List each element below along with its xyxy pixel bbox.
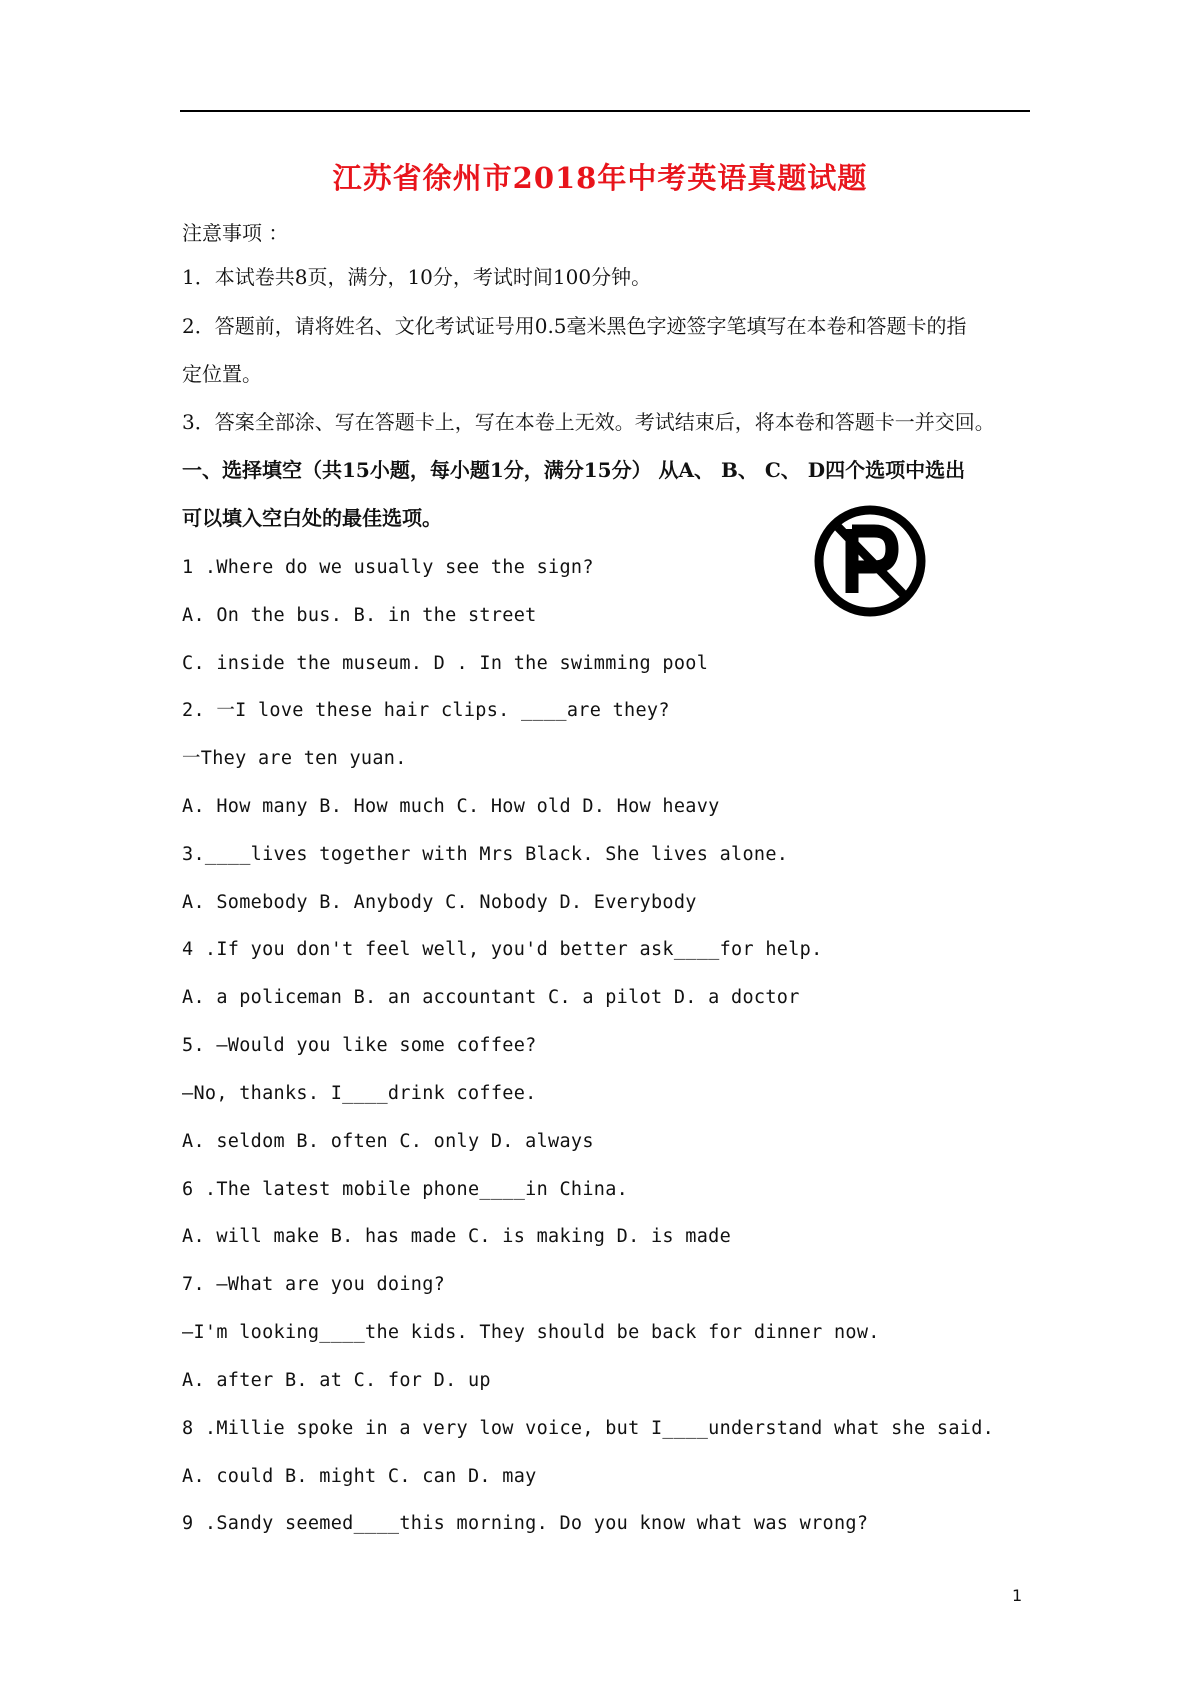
option-line: A. after B. at C. for D. up (182, 1370, 491, 1391)
notice-item: 2．答题前，请将姓名、文化考试证号用0.5毫米黑色字迹签字笔填写在本卷和答题卡的指 (182, 314, 967, 338)
notice-heading: 注意事项 ： (182, 221, 289, 245)
question-line: —I'm looking____the kids. They should be back for dinner now. (182, 1322, 880, 1343)
question-line: 3.____lives together with Mrs Black. She lives alone. (182, 844, 789, 865)
option-line: A. seldom B. often C. only D. always (182, 1131, 594, 1152)
page-title: 江苏省徐州市2018年中考英语真题试题 (332, 161, 868, 195)
question-line: 9 .Sandy seemed____this morning. Do you know what was wrong? (182, 1513, 869, 1534)
question-line: —No, thanks. I____drink coffee. (182, 1083, 537, 1104)
option-line: A. could B. might C. can D. may (182, 1466, 537, 1487)
section-heading: 可以填入空白处的最佳选项。 (182, 506, 442, 530)
option-line: A. a policeman B. an accountant C. a pilot D. a doctor (182, 987, 800, 1008)
header-rule (180, 110, 1030, 112)
option-line: A. How many B. How much C. How old D. How heavy (182, 796, 720, 817)
section-heading: 一、选择填空（共15小题，每小题1分，满分15分） 从A、 B、 C、 D四个选项中选出 (182, 458, 966, 482)
question-line: 4 .If you don't feel well, you'd better ask____for help. (182, 939, 823, 960)
option-line: A. On the bus. B. in the street (182, 605, 537, 626)
question-line: 8 .Millie spoke in a very low voice, but I____understand what she said. (182, 1418, 995, 1439)
notice-item: 3．答案全部涂、写在答题卡上，写在本卷上无效。考试结束后，将本卷和答题卡一并交回。 (182, 410, 995, 434)
option-line: C. inside the museum. D . In the swimming pool (182, 653, 709, 674)
question-line: 6 .The latest mobile phone____in China. (182, 1179, 629, 1200)
no-parking-icon (812, 503, 928, 619)
page-number: 1 (1012, 1586, 1023, 1605)
question-line: 7. —What are you doing? (182, 1274, 446, 1295)
question-line: 一They are ten yuan. (182, 748, 407, 769)
option-line: A. will make B. has made C. is making D. is made (182, 1226, 732, 1247)
question-line: 1 .Where do we usually see the sign? (182, 557, 594, 578)
question-line: 2. 一I love these hair clips. ____are they? (182, 700, 670, 721)
question-line: 5. —Would you like some coffee? (182, 1035, 537, 1056)
notice-item: 1．本试卷共8页，满分，10分，考试时间100分钟。 (182, 265, 652, 289)
option-line: A. Somebody B. Anybody C. Nobody D. Everybody (182, 892, 697, 913)
notice-item: 定位置。 (182, 362, 262, 386)
